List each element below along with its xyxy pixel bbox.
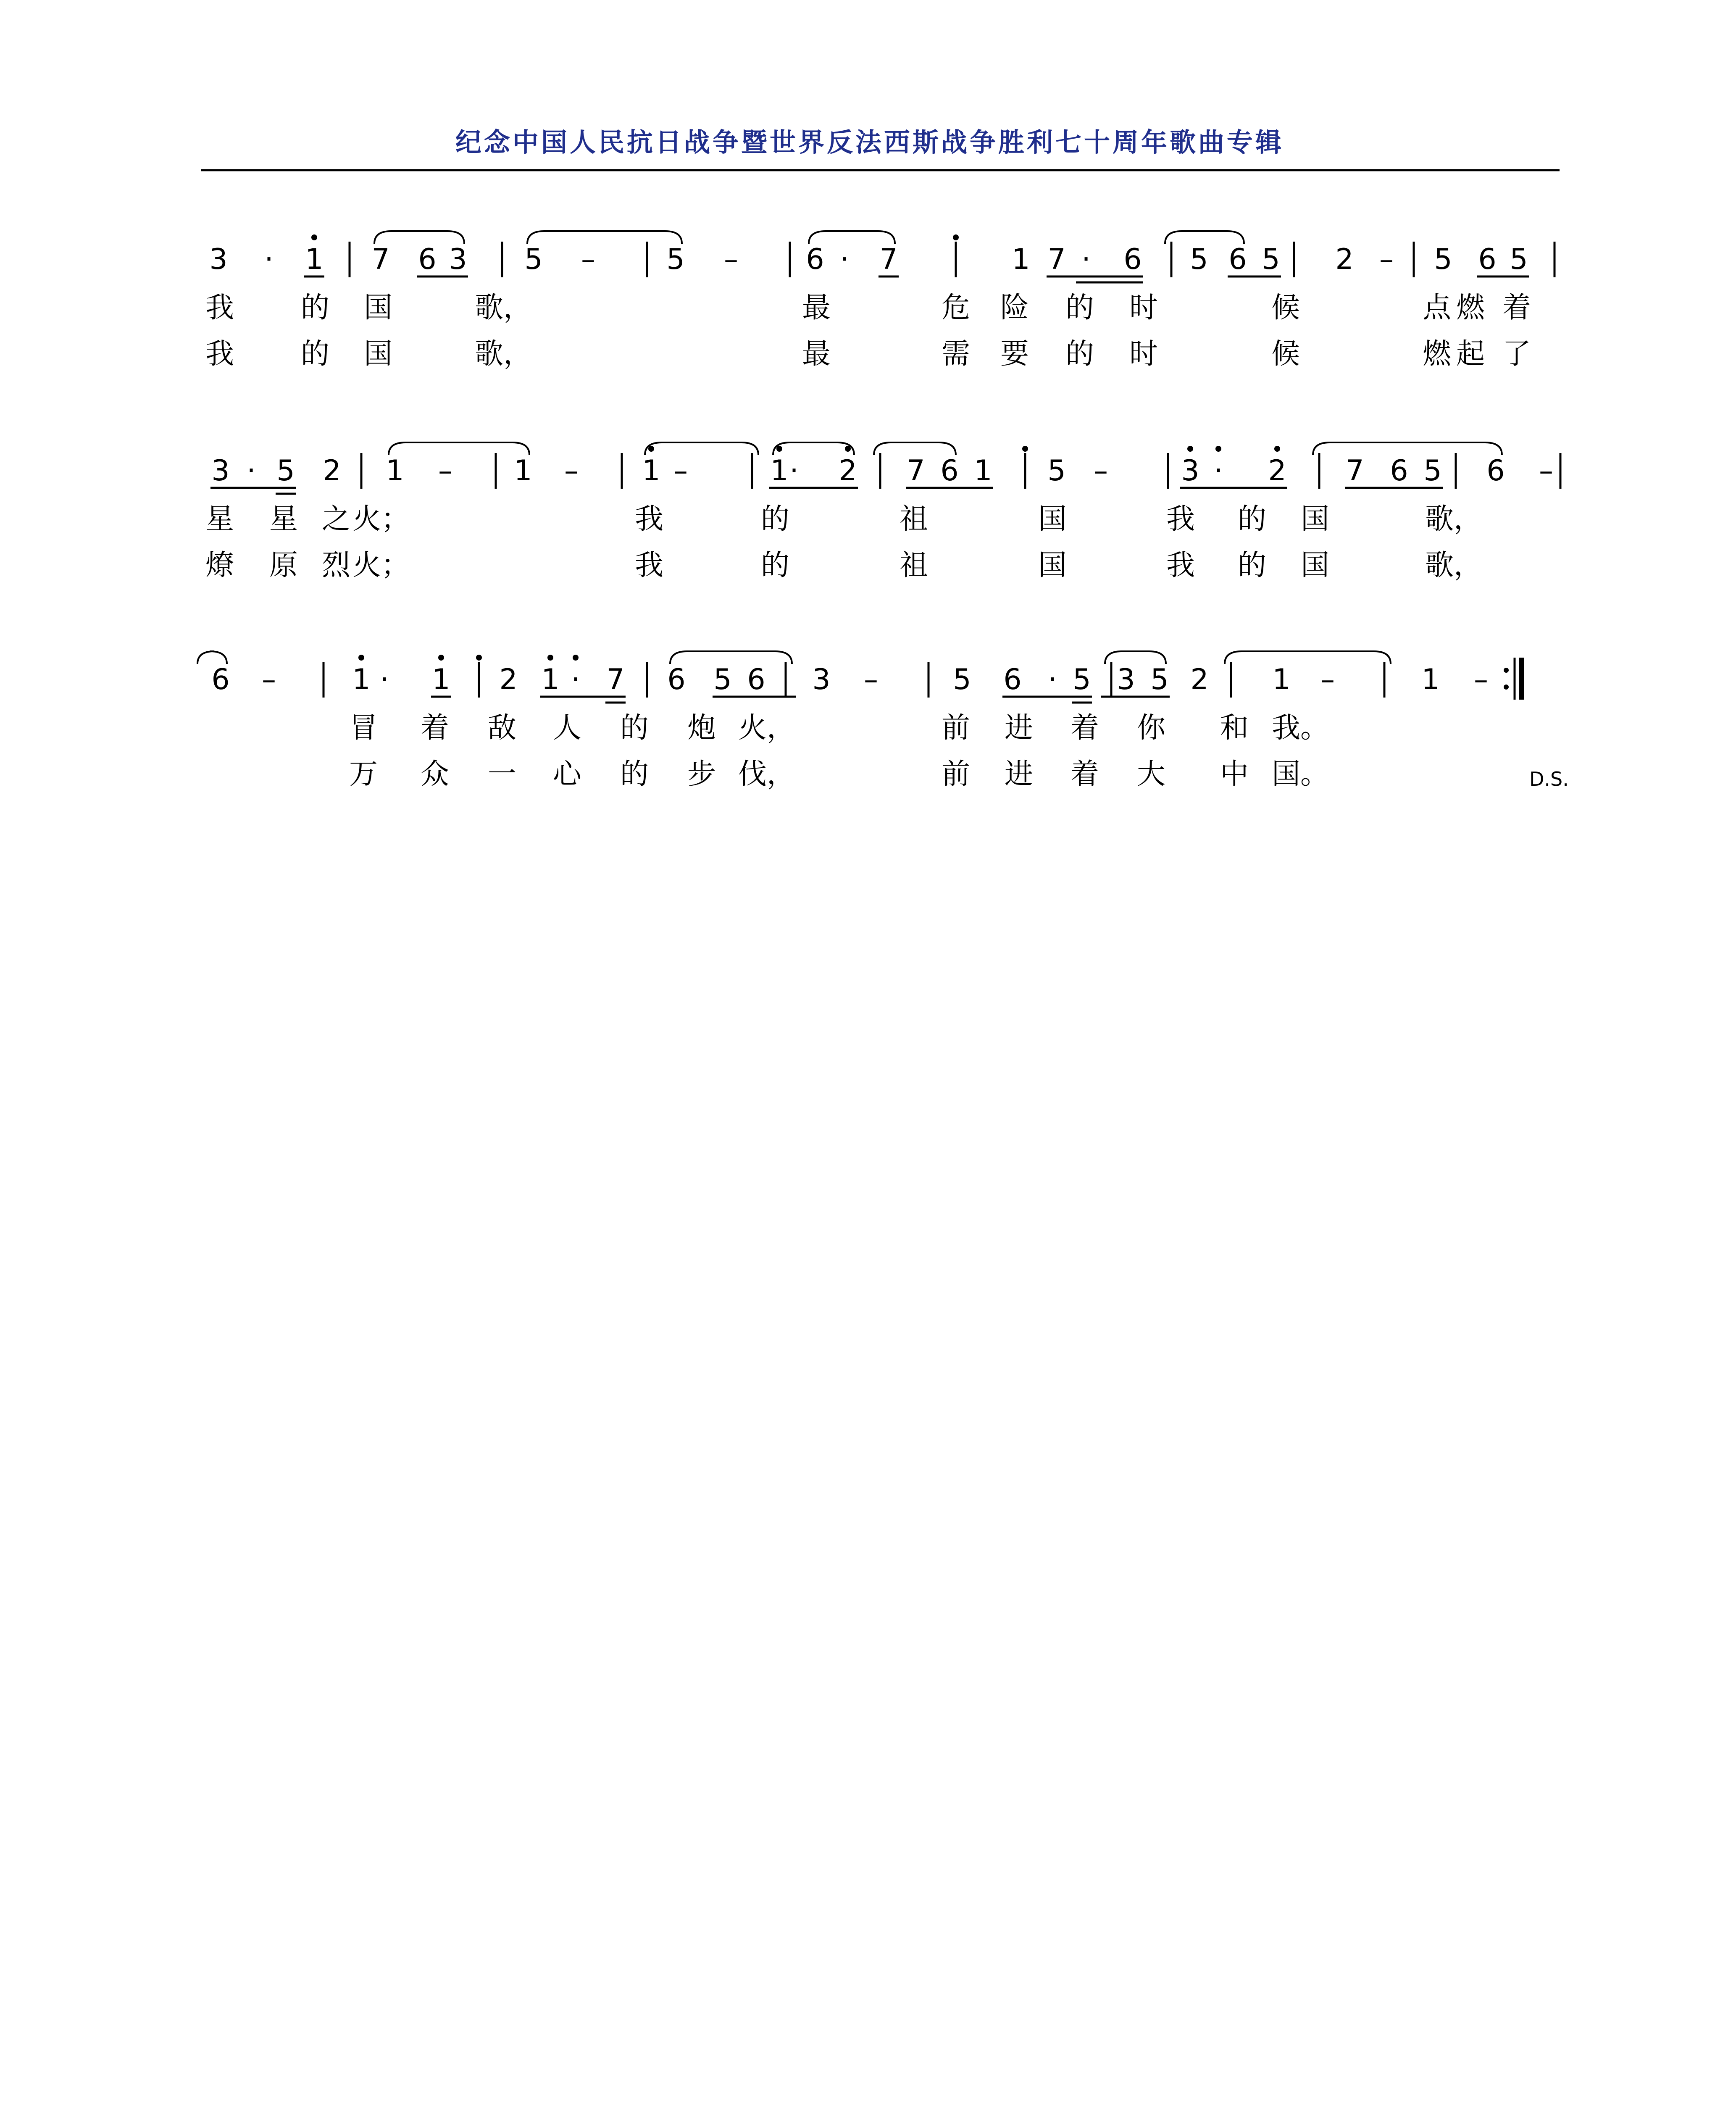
lyric-verse2-char: 一	[487, 758, 517, 791]
slur	[809, 231, 895, 244]
note-digit: 2	[499, 663, 518, 696]
note-digit: 6	[1390, 454, 1408, 487]
lyric-verse1-char: 点	[1422, 291, 1452, 324]
note-digit: 2	[1268, 454, 1286, 487]
dot-mark: ·	[571, 663, 580, 696]
lyric-verse1-char: 冒	[349, 711, 378, 745]
dot-mark: ·	[1081, 243, 1091, 276]
lyric-verse1-char: 人	[552, 711, 582, 745]
lyric-verse2-char: 祖	[899, 549, 928, 582]
lyric-verse1-char: 我	[1166, 503, 1195, 536]
note-digit: 3	[812, 663, 831, 696]
note-digit: 5	[1262, 243, 1280, 276]
note-digit: 1	[974, 454, 992, 487]
note-digit: 7	[371, 243, 390, 276]
ds-mark: D.S.	[1529, 768, 1569, 790]
dash-mark: –	[1320, 663, 1335, 696]
lyric-verse1-char: 的	[760, 503, 790, 536]
note-digit: 5	[1150, 663, 1169, 696]
lyric-verse2-char: 了	[1502, 337, 1531, 371]
note-digit: 5	[713, 663, 732, 696]
note-digit: 6	[667, 663, 686, 696]
dash-mark: –	[1474, 663, 1488, 696]
lyric-verse1-char: 国	[1038, 503, 1067, 536]
lyric-verse1-char: 着	[1502, 291, 1531, 324]
dot-mark: ·	[380, 663, 389, 696]
slur	[389, 442, 529, 455]
lyric-verse2-char: 要	[1000, 337, 1029, 371]
lyric-verse2-char: 的	[1065, 337, 1094, 371]
octave-dot	[1274, 446, 1280, 452]
slur	[773, 442, 854, 455]
repeat-dot	[1504, 685, 1509, 690]
page-header-title: 纪念中国人民抗日战争暨世界反法西斯战争胜利七十周年歌曲专辑	[455, 127, 1284, 158]
lyric-verse1-char: 星	[205, 503, 234, 536]
lyric-verse1-char: 时	[1129, 291, 1158, 324]
lyric-verse2-char: 步	[687, 758, 716, 791]
lyric-verse1-char: 之	[321, 503, 351, 536]
lyric-verse1-char: 歌，	[1425, 503, 1483, 536]
lyric-verse2-char: 歌，	[1425, 549, 1483, 582]
dash-mark: –	[438, 454, 452, 487]
note-digit: 7	[1346, 454, 1364, 487]
lyric-verse1-char: 炮	[687, 711, 716, 745]
lyric-verse2-char: 候	[1271, 337, 1300, 371]
lyric-verse2-char: 时	[1129, 337, 1158, 371]
lyric-verse2-char: 燎	[205, 549, 234, 582]
note-digit: 1	[1012, 243, 1030, 276]
dash-mark: –	[673, 454, 688, 487]
lyric-verse1-char: 着	[1070, 711, 1099, 745]
lyric-verse2-char: 心	[552, 758, 582, 791]
slur	[670, 651, 792, 664]
note-digit: 6	[806, 243, 824, 276]
slur	[645, 442, 758, 455]
dot-mark: ·	[247, 454, 256, 487]
note-digit: 6	[418, 243, 437, 276]
marks-layer	[1529, 768, 1569, 790]
note-digit: 6	[1486, 454, 1505, 487]
note-digit: 6	[211, 663, 230, 696]
note-digit: 1	[1421, 663, 1440, 696]
lyric-verse2-char: 起	[1456, 337, 1485, 371]
note-digit: 1	[642, 454, 660, 487]
lyric-verse1-char: 火，	[738, 711, 796, 745]
octave-dot	[1022, 446, 1028, 452]
note-digit: 1	[1272, 663, 1291, 696]
note-digit: 3	[209, 243, 228, 276]
lyric-verse1-char: 我。	[1271, 711, 1329, 745]
dot-mark: ·	[840, 243, 849, 276]
note-digit: 7	[879, 243, 898, 276]
slur	[1313, 442, 1502, 455]
octave-dot	[547, 655, 553, 661]
lyric-verse1-char: 的	[1237, 503, 1267, 536]
lyric-verse1-char: 险	[1000, 291, 1029, 324]
lyric-verse1-char: 国	[1300, 503, 1330, 536]
note-digit: 6	[1228, 243, 1247, 276]
note-digit: 3	[449, 243, 467, 276]
slur	[527, 231, 682, 244]
note-digit: 5	[1047, 454, 1066, 487]
dash-mark: –	[581, 243, 595, 276]
note-digit: 6	[1478, 243, 1497, 276]
note-digit: 1	[305, 243, 324, 276]
lyric-verse2-char: 着	[1070, 758, 1099, 791]
lyric-verse1-char: 祖	[899, 503, 928, 536]
dot-mark: ·	[264, 243, 274, 276]
dot-mark: ·	[789, 454, 799, 487]
octave-dot	[1187, 446, 1193, 452]
lyric-verse2-char: 万	[349, 758, 378, 791]
note-digit: 7	[606, 663, 625, 696]
lyric-verse2-char: 燃	[1422, 337, 1452, 371]
note-digit: 2	[1335, 243, 1354, 276]
octave-dot	[1215, 446, 1221, 452]
lyric-verse2-char: 的	[760, 549, 790, 582]
note-digit: 1	[541, 663, 560, 696]
lyric-verse2-char: 众	[420, 758, 450, 791]
note-digit: 5	[524, 243, 543, 276]
lyric-verse1-char: 燃	[1456, 291, 1485, 324]
lyric-verse1-char: 着	[420, 711, 450, 745]
octave-dot	[476, 655, 482, 661]
note-digit: 7	[907, 454, 925, 487]
note-digit: 6	[940, 454, 959, 487]
dash-mark: –	[724, 243, 738, 276]
lyric-verse1-char: 我	[634, 503, 664, 536]
dot-mark: ·	[1214, 454, 1223, 487]
note-digit: 2	[323, 454, 341, 487]
lyric-verse2-char: 我	[634, 549, 664, 582]
lyric-verse1-char: 最	[802, 291, 831, 324]
lyric-verse2-char: 中	[1220, 758, 1249, 791]
lyric-verse1-char: 国	[363, 291, 393, 324]
octave-dot	[573, 655, 579, 661]
note-digit: 5	[1423, 454, 1442, 487]
repeat-dot	[1504, 668, 1509, 673]
note-digit: 6	[1123, 243, 1142, 276]
lyric-verse2-char: 大	[1136, 758, 1166, 791]
slur	[1225, 651, 1391, 664]
dash-mark: –	[1379, 243, 1394, 276]
note-digit: 6	[1003, 663, 1022, 696]
lyric-verse2-char: 歌，	[474, 337, 532, 371]
lyric-verse1-char: 的	[300, 291, 330, 324]
lyric-verse2-char: 国	[363, 337, 393, 371]
note-digit: 5	[1510, 243, 1528, 276]
note-digit: 5	[1073, 663, 1091, 696]
note-digit: 5	[953, 663, 971, 696]
lyric-verse2-char: 进	[1004, 758, 1034, 791]
lyric-verse2-char: 国	[1300, 549, 1330, 582]
note-digit: 3	[1181, 454, 1199, 487]
slur	[374, 231, 464, 244]
lyric-verse2-char: 的	[1237, 549, 1267, 582]
dash-mark: –	[1094, 454, 1108, 487]
lyric-verse1-char: 前	[941, 711, 971, 745]
lyric-verse1-char: 和	[1220, 711, 1249, 745]
lyric-verse2-char: 的	[620, 758, 649, 791]
note-digit: 2	[839, 454, 857, 487]
note-digit: 1	[352, 663, 371, 696]
note-digit: 5	[1190, 243, 1208, 276]
lyric-verse2-char: 需	[941, 337, 971, 371]
lyric-verse2-char: 伐，	[738, 758, 796, 791]
lyric-verse2-char: 我	[1166, 549, 1195, 582]
octave-dot	[438, 655, 444, 661]
note-digit: 7	[1047, 243, 1066, 276]
note-digit: 1	[386, 454, 404, 487]
lyric-verse2-char: 国	[1038, 549, 1067, 582]
dot-mark: ·	[1048, 663, 1057, 696]
notation-layer	[197, 231, 1560, 703]
dash-mark: –	[564, 454, 579, 487]
note-digit: 5	[276, 454, 295, 487]
note-digit: 1	[514, 454, 532, 487]
lyric-verse2-char: 原	[269, 549, 298, 582]
lyric-verse2-char: 前	[941, 758, 971, 791]
note-digit: 3	[1117, 663, 1135, 696]
slur	[197, 651, 227, 664]
octave-dot	[358, 655, 364, 661]
lyric-verse1-char: 火；	[352, 503, 410, 536]
note-digit: 5	[666, 243, 685, 276]
lyric-verse2-char: 国。	[1271, 758, 1329, 791]
lyric-verse1-char: 敌	[487, 711, 517, 745]
lyric-verse1-char: 进	[1004, 711, 1034, 745]
lyric-verse2-char: 我	[205, 337, 234, 371]
lyric-verse1-char: 歌，	[474, 291, 532, 324]
note-digit: 3	[211, 454, 230, 487]
lyric-verse1-char: 你	[1136, 711, 1166, 745]
note-digit: 2	[1190, 663, 1209, 696]
lyric-verse2-char: 火；	[352, 549, 410, 582]
slur	[1165, 231, 1244, 244]
dash-mark: –	[864, 663, 878, 696]
dash-mark: –	[1539, 454, 1553, 487]
octave-dot	[311, 234, 317, 240]
lyric-verse1-char: 我	[205, 291, 234, 324]
slur	[874, 442, 956, 455]
note-digit: 1	[770, 454, 789, 487]
note-digit: 1	[432, 663, 450, 696]
lyric-verse1-char: 的	[1065, 291, 1094, 324]
lyric-verse2-char: 最	[802, 337, 831, 371]
lyric-verse1-char: 的	[620, 711, 649, 745]
slur	[1105, 651, 1166, 664]
lyric-verse2-char: 的	[300, 337, 330, 371]
note-digit: 5	[1434, 243, 1452, 276]
octave-dot	[953, 234, 959, 240]
note-digit: 6	[747, 663, 765, 696]
lyric-verse2-char: 烈	[321, 549, 351, 582]
lyric-verse1-char: 星	[269, 503, 298, 536]
lyric-verse1-char: 候	[1271, 291, 1300, 324]
lyric-verse1-char: 危	[941, 291, 971, 324]
lyrics-layer	[205, 291, 1531, 791]
dash-mark: –	[262, 663, 276, 696]
